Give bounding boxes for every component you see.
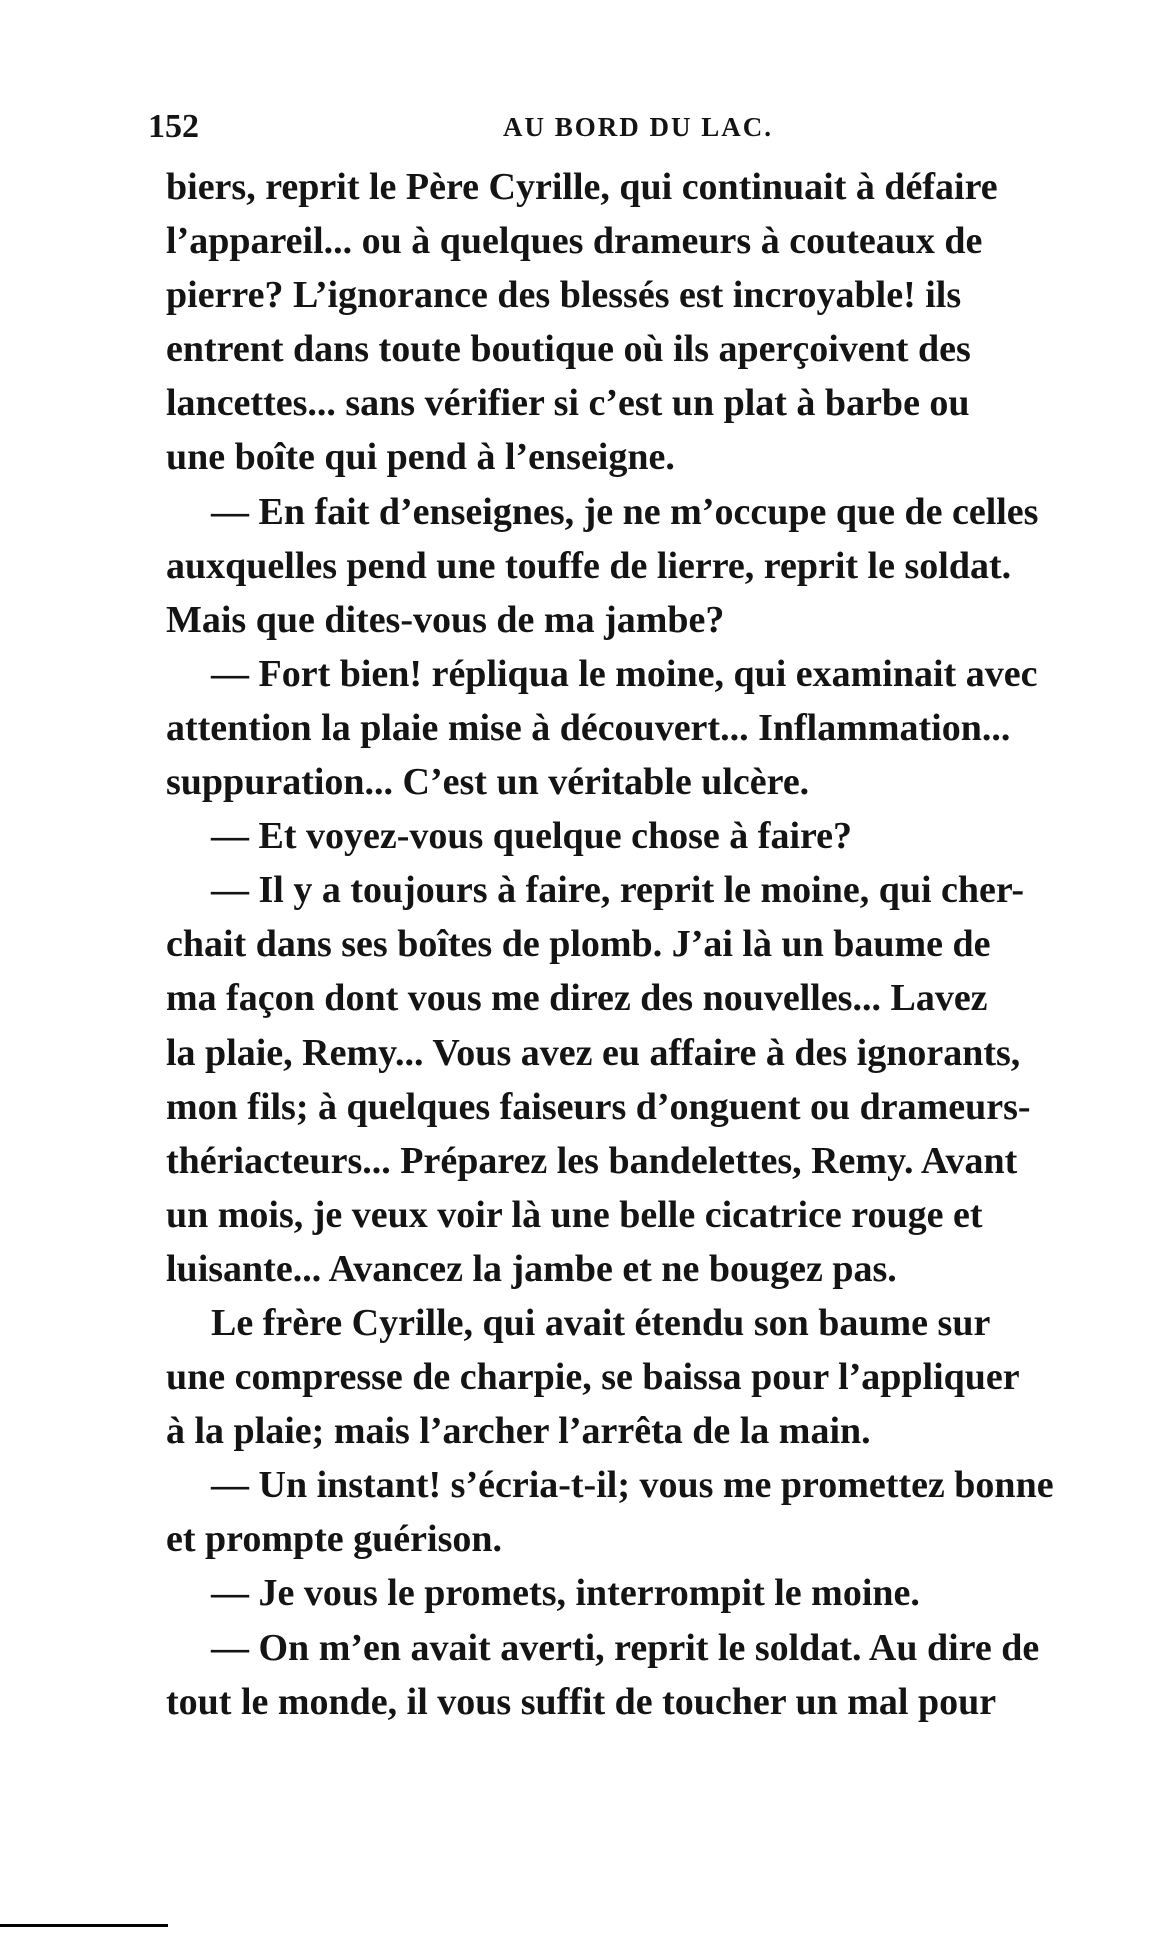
- text-line: — Je vous le promets, interrompit le moine.: [211, 1572, 920, 1615]
- text-line: lancettes... sans vérifier si c’est un plat à barbe ou: [166, 382, 970, 425]
- text-line: — Il y a toujours à faire, reprit le moine, qui cher-: [211, 869, 1025, 912]
- text-line: entrent dans toute boutique où ils aperçoivent des: [166, 328, 971, 371]
- text-line: — On m’en avait averti, reprit le soldat. Au dire de: [211, 1626, 1040, 1669]
- text-line: suppuration... C’est un véritable ulcère.: [166, 761, 810, 804]
- text-line: à la plaie; mais l’archer l’arrêta de la main.: [166, 1410, 871, 1453]
- text-line: — Et voyez-vous quelque chose à faire?: [211, 815, 853, 858]
- text-line: luisante... Avancez la jambe et ne bougez pas.: [166, 1247, 897, 1290]
- text-line: thériacteurs... Préparez les bandelettes, Remy. Avant: [166, 1139, 1018, 1182]
- text-line: — Fort bien! répliqua le moine, qui examinait avec: [211, 652, 1038, 695]
- running-title: AU BORD DU LAC.: [503, 112, 774, 142]
- text-line: — En fait d’enseignes, je ne m’occupe que de celles: [211, 490, 1039, 533]
- body-text: [166, 160, 1112, 1729]
- text-line: tout le monde, il vous suffit de toucher un mal pour: [166, 1680, 997, 1723]
- text-line: l’appareil... ou à quelques drameurs à couteaux de: [166, 220, 983, 263]
- text-line: mon fils; à quelques faiseurs d’onguent ou drameurs-: [166, 1085, 1031, 1128]
- running-header: [148, 108, 848, 148]
- text-line: — Un instant! s’écria-t-il; vous me promettez bonne: [211, 1464, 1054, 1507]
- text-line: chait dans ses boîtes de plomb. J’ai là un baume de: [166, 923, 991, 966]
- text-line: attention la plaie mise à découvert... Inflammation...: [166, 706, 1011, 749]
- text-line: Le frère Cyrille, qui avait étendu son baume sur: [211, 1301, 991, 1344]
- text-line: ma façon dont vous me direz des nouvelles... Lavez: [166, 977, 988, 1020]
- text-line: un mois, je veux voir là une belle cicatrice rouge et: [166, 1193, 983, 1236]
- text-line: une boîte qui pend à l’enseigne.: [166, 436, 675, 479]
- text-line: Mais que dites-vous de ma jambe?: [166, 598, 725, 641]
- text-line: et prompte guérison.: [166, 1518, 502, 1561]
- page-number: 152: [148, 108, 199, 145]
- text-line: une compresse de charpie, se baissa pour l’appliquer: [166, 1356, 1020, 1399]
- text-line: biers, reprit le Père Cyrille, qui continuait à défaire: [166, 166, 998, 208]
- footer-rule: [0, 1924, 168, 1927]
- text-line: auxquelles pend une touffe de lierre, reprit le soldat.: [166, 544, 1012, 587]
- text-line: la plaie, Remy... Vous avez eu affaire à des ignorants,: [166, 1031, 1021, 1074]
- text-line: pierre? L’ignorance des blessés est incroyable! ils: [166, 274, 962, 317]
